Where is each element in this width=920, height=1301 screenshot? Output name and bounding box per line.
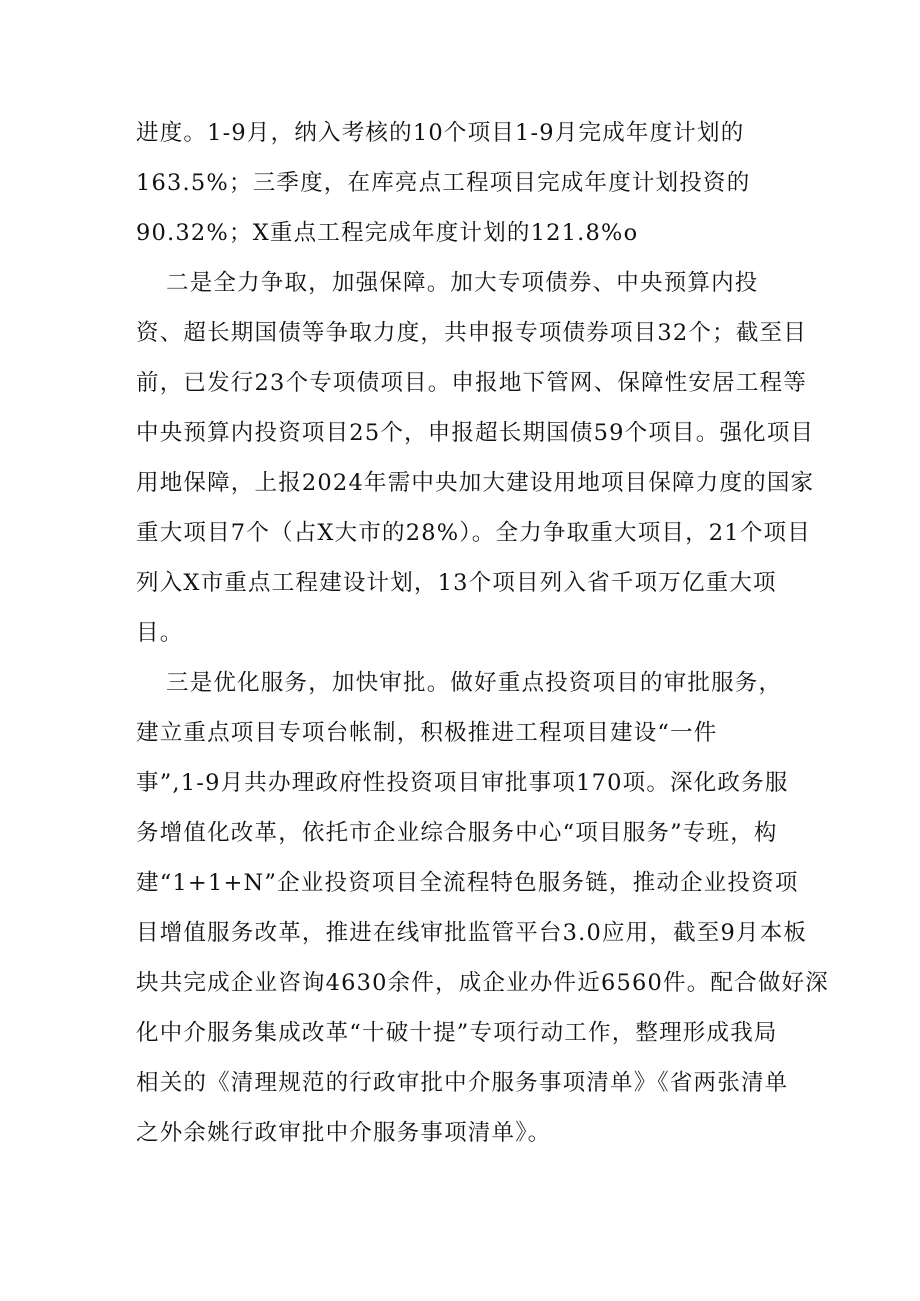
text-line: 之外余姚行政审批中介服务事项清单》。 — [136, 1120, 552, 1146]
text-line: 建“1+1+N”企业投资项目全流程特色服务链，推动企业投资项 — [136, 870, 799, 896]
text-line: 163.5%；三季度，在库亮点工程项目完成年度计划投资的 — [136, 170, 751, 196]
text-line: 务增值化改革，依托市企业综合服务中心“项目服务”专班，构 — [136, 820, 778, 846]
text-line: 中央预算内投资项目25个，申报超长期国债59个项目。强化项目 — [136, 420, 815, 446]
text-line: 资、超长期国债等争取力度，共申报专项债券项目32个；截至目 — [136, 320, 807, 346]
text-line: 列入X市重点工程建设计划，13个项目列入省千项万亿重大项 — [136, 570, 777, 596]
text-line: 前，已发行23个专项债项目。申报地下管网、保障性安居工程等 — [136, 370, 807, 396]
text-line: 三是优化服务，加快审批。做好重点投资项目的审批服务， — [166, 670, 783, 696]
text-line: 重大项目7个（占X大市的28%）。全力争取重大项目，21个项目 — [136, 520, 811, 546]
text-line: 目。 — [136, 620, 184, 646]
text-line: 相关的《清理规范的行政审批中介服务事项清单》《省两张清单 — [136, 1070, 789, 1096]
text-line: 块共完成企业咨询4630余件，成企业办件近6560件。配合做好深 — [136, 970, 829, 996]
text-line: 建立重点项目专项台帐制，积极推进工程项目建设“一件 — [136, 720, 718, 746]
text-line: 用地保障，上报2024年需中央加大建设用地项目保障力度的国家 — [136, 470, 815, 496]
text-line: 化中介服务集成改革“十破十提”专项行动工作，整理形成我局 — [136, 1020, 778, 1046]
text-line: 90.32%；X重点工程完成年度计划的121.8%o — [136, 220, 639, 246]
text-line: 事”,1-9月共办理政府性投资项目审批事项170项。深化政务服 — [136, 770, 789, 796]
text-line: 二是全力争取，加强保障。加大专项债券、中央预算内投 — [166, 270, 759, 296]
text-line: 进度。1-9月，纳入考核的10个项目1-9月完成年度计划的 — [136, 120, 745, 146]
text-line: 目增值服务改革，推进在线审批监管平台3.0应用，截至9月本板 — [136, 920, 808, 946]
